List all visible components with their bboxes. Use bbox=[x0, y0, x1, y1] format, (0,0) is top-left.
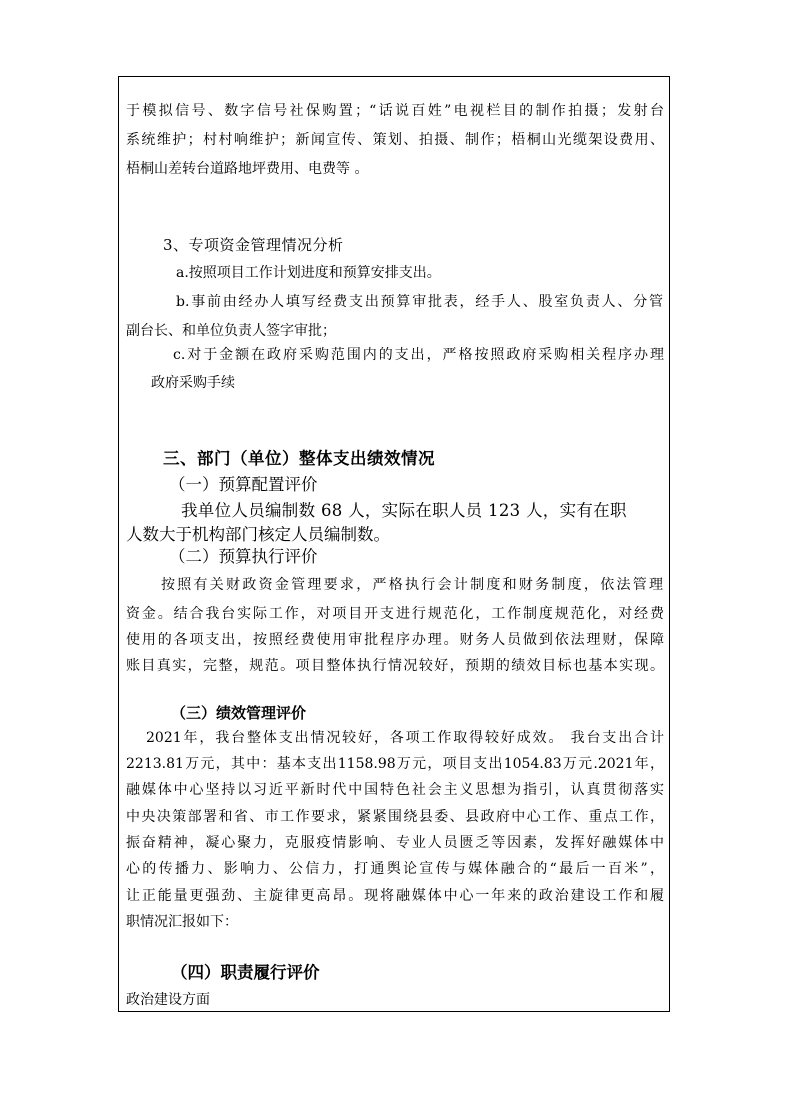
performance-management-title: （三）绩效管理评价 bbox=[171, 704, 307, 722]
performance-management-line-4: 中央决策部署和省、市工作要求，紧紧围绕县委、县政府中心工作、重点工作， bbox=[126, 809, 664, 825]
intro-line-3: 梧桐山差转台道路地坪费用、电费等 。 bbox=[126, 161, 369, 177]
performance-management-line-1: 2021年，我台整体支出情况较好，各项工作取得较好成效。 我台支出合计 bbox=[146, 730, 664, 746]
performance-management-line-3: 融媒体中心坚持以习近平新时代中国特色社会主义思想为指引，认真贯彻落实 bbox=[126, 782, 664, 798]
special-funds-item-b-line-2: 副台长、和单位负责人签字审批； bbox=[126, 323, 336, 339]
special-funds-item-c-line-1: c.对于金额在政府采购范围内的支出，严格按照政府采购相关程序办理 bbox=[173, 347, 664, 363]
budget-execution-line-3: 使用的各项支出，按照经费使用审批程序办理。财务人员做到依法理财，保障 bbox=[126, 632, 664, 648]
performance-management-line-5: 振奋精神，凝心聚力，克服疫情影响、专业人员匮乏等因素，发挥好融媒体中 bbox=[126, 835, 664, 851]
special-funds-item-a: a.按照项目工作计划进度和预算安排支出。 bbox=[176, 265, 441, 281]
intro-line-2: 系统维护；村村响维护；新闻宣传、策划、拍摄、制作；梧桐山光缆架设费用、 bbox=[126, 132, 664, 148]
performance-management-line-8: 职情况汇报如下： bbox=[126, 914, 238, 930]
duty-performance-line-1: 政治建设方面 bbox=[126, 992, 210, 1008]
performance-management-line-6: 心的传播力、影响力、公信力，打通舆论宣传与媒体融合的“最后一百米”， bbox=[126, 861, 664, 877]
duty-performance-title: （四）职责履行评价 bbox=[171, 963, 320, 982]
budget-allocation-line-1: 我单位人员编制数 68 人，实际在职人员 123 人，实有在职 bbox=[181, 501, 627, 520]
special-funds-item-b-line-1: b.事前由经办人填写经费支出预算审批表，经手人、股室负责人、分管 bbox=[176, 294, 663, 310]
budget-execution-line-2: 资金。结合我台实际工作，对项目开支进行规范化，工作制度规范化，对经费 bbox=[126, 606, 664, 622]
budget-execution-line-4: 账目真实，完整，规范。项目整体执行情况较好，预期的绩效目标也基本实现。 bbox=[126, 658, 664, 674]
performance-management-line-2: 2213.81万元，其中：基本支出1158.98万元，项目支出1054.83万元.2021年， bbox=[126, 756, 664, 772]
special-funds-heading: 3、专项资金管理情况分析 bbox=[163, 236, 344, 254]
special-funds-item-c-line-2: 政府采购手续 bbox=[151, 375, 235, 391]
budget-allocation-title: （一）预算配置评价 bbox=[169, 475, 318, 494]
section-3-title: 三、部门（单位）整体支出绩效情况 bbox=[163, 449, 435, 468]
budget-allocation-line-2: 人数大于机构部门核定人员编制数。 bbox=[126, 525, 390, 544]
performance-management-line-7: 让正能量更强劲、主旋律更高昂。现将融媒体中心一年来的政治建设工作和履 bbox=[126, 888, 664, 904]
budget-execution-line-1: 按照有关财政资金管理要求，严格执行会计制度和财务制度，依法管理 bbox=[161, 577, 663, 593]
budget-execution-title: （二）预算执行评价 bbox=[169, 547, 318, 566]
intro-line-1: 于模拟信号、数字信号社保购置；“话说百姓”电视栏目的制作拍摄；发射台 bbox=[126, 103, 664, 119]
